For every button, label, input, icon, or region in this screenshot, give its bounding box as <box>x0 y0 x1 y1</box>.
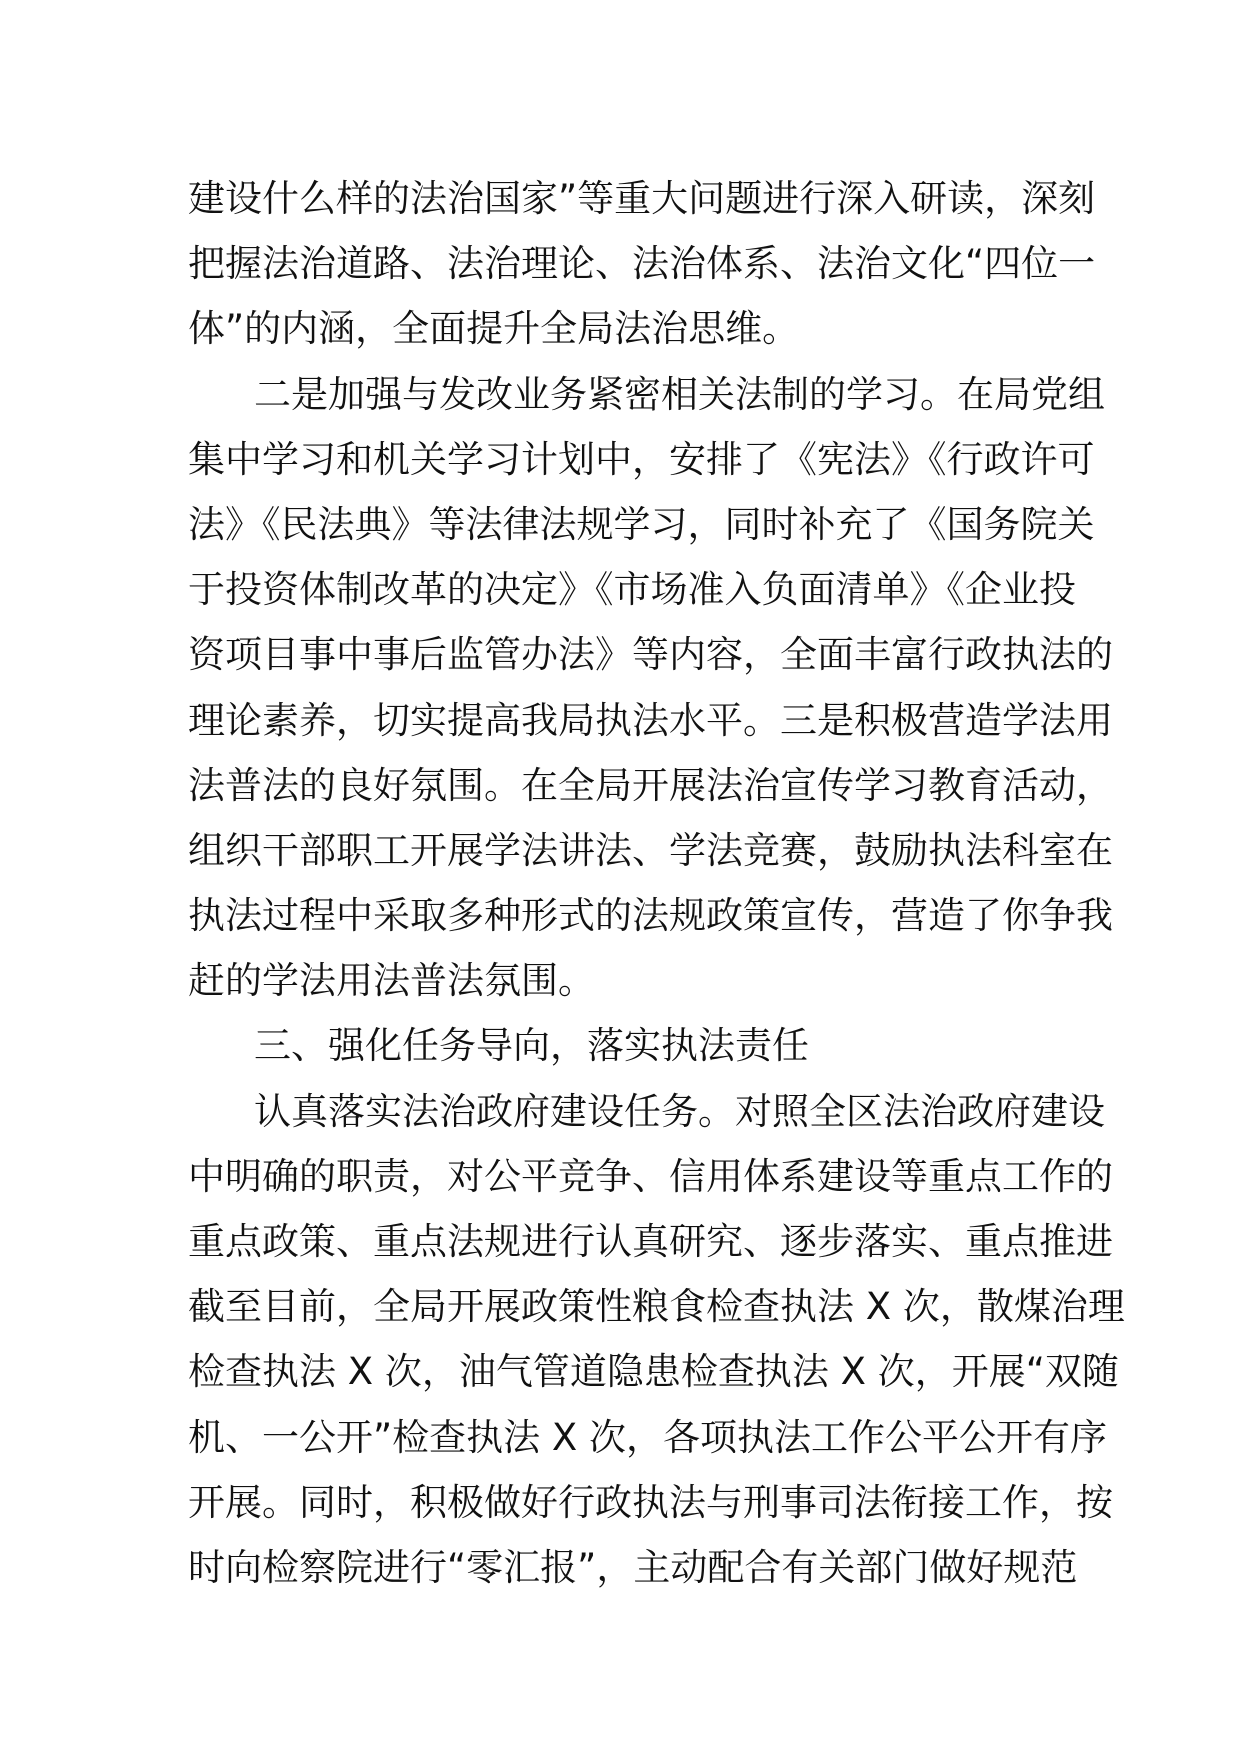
text-line: 检查执法 X 次，油气管道隐患检查执法 X 次，开展“双随 <box>188 1350 1119 1394</box>
text-line: 理论素养，切实提高我局执法水平。三是积极营造学法用 <box>188 698 1113 742</box>
text-line: 赶的学法用法普法氛围。 <box>188 959 595 1003</box>
text-line: 体”的内涵，全面提升全局法治思维。 <box>188 307 800 351</box>
section-heading: 三、强化任务导向，落实执法责任 <box>254 1024 809 1068</box>
text-line: 建设什么样的法治国家”等重大问题进行深入研读，深刻 <box>188 177 1096 220</box>
text-line: 于投资体制改革的决定》《市场准入负面清单》《企业投 <box>188 568 1076 612</box>
text-line: 截至目前，全局开展政策性粮食检查执法 X 次，散煤治理 <box>188 1285 1125 1329</box>
text-line: 法》《民法典》等法律法规学习，同时补充了《国务院关 <box>188 502 1095 546</box>
text-line: 集中学习和机关学习计划中，安排了《宪法》《行政许可 <box>188 437 1095 481</box>
text-line: 组织干部职工开展学法讲法、学法竞赛，鼓励执法科室在 <box>188 828 1113 872</box>
text-line: 执法过程中采取多种形式的法规政策宣传，营造了你争我 <box>188 894 1113 938</box>
paragraph-first-line: 二是加强与发改业务紧密相关法制的学习。在局党组 <box>254 372 1105 416</box>
text-line: 机、一公开”检查执法 X 次，各项执法工作公平公开有序 <box>188 1415 1108 1459</box>
text-line: 资项目事中事后监管办法》等内容，全面丰富行政执法的 <box>188 633 1113 677</box>
body-text <box>188 166 1125 1600</box>
paragraph-first-line: 认真落实法治政府建设任务。对照全区法治政府建设 <box>254 1089 1105 1133</box>
text-line: 中明确的职责，对公平竞争、信用体系建设等重点工作的 <box>188 1154 1113 1198</box>
text-line: 开展。同时，积极做好行政执法与刑事司法衔接工作，按 <box>188 1480 1113 1524</box>
text-line: 把握法治道路、法治理论、法治体系、法治文化“四位一 <box>188 242 1096 286</box>
text-line: 法普法的良好氛围。在全局开展法治宣传学习教育活动， <box>188 763 1113 807</box>
text-line: 时向检察院进行“零汇报”，主动配合有关部门做好规范 <box>188 1545 1078 1589</box>
text-line: 重点政策、重点法规进行认真研究、逐步落实、重点推进 <box>188 1220 1113 1263</box>
